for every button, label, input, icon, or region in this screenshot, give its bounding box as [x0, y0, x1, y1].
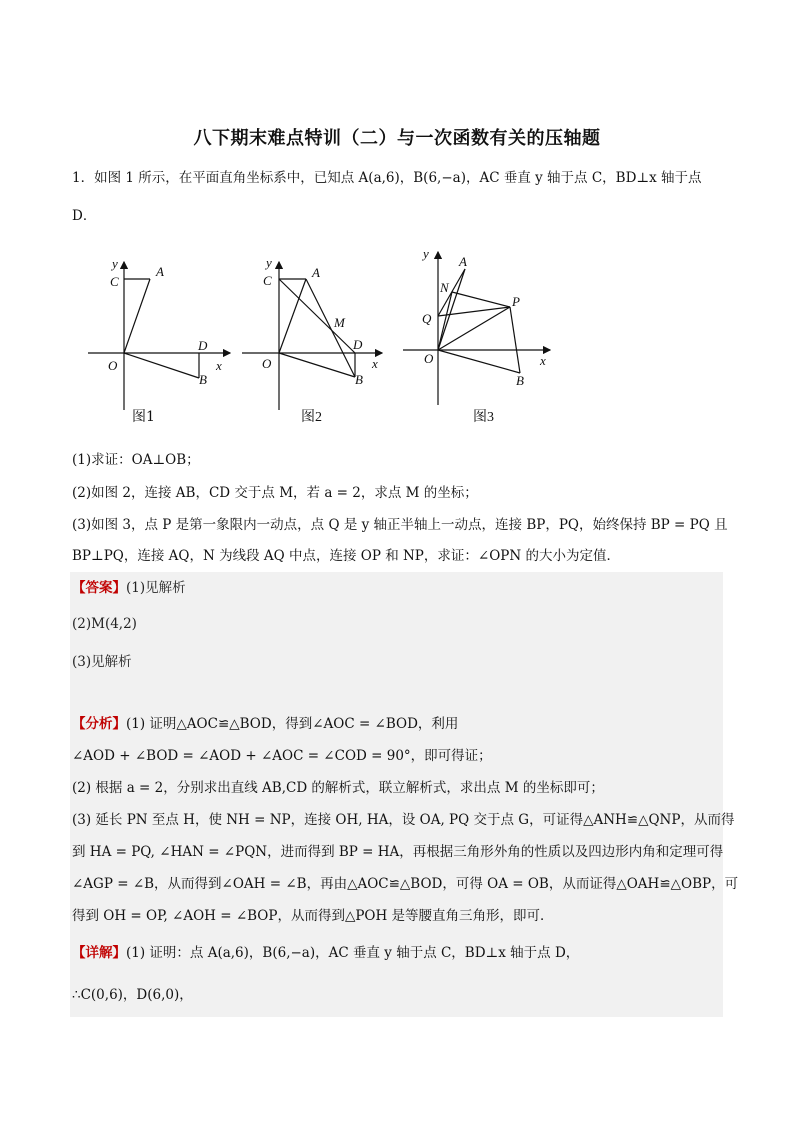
- analysis-line-4: (3) 延长 PN 至点 H，使 NH = NP，连接 OH, HA，设 OA, PQ 交于点 G，可证得△ANH≌△QNP，从而得: [72, 812, 735, 828]
- fig1-label-b: B: [199, 372, 207, 387]
- fig1-caption: 图1: [132, 409, 155, 425]
- fig1-label-o: O: [108, 358, 118, 373]
- answer-tag: 【答案】: [72, 580, 126, 596]
- fig2-label-y: y: [266, 255, 272, 270]
- fig2-label-x: x: [372, 356, 378, 371]
- figure-2: [242, 255, 382, 425]
- analysis-line-6: ∠AGP = ∠B，从而得到∠OAH = ∠B，再由△AOC≌△BOD，可得 OA = OB，从而证得△OAH≌△OBP，可: [72, 876, 739, 892]
- figure-1: [88, 256, 230, 425]
- analysis-line-7: 得到 OH = OP, ∠AOH = ∠BOP，从而得到△POH 是等腰直角三角形，即可．: [72, 908, 554, 924]
- question-part-3b: BP⊥PQ，连接 AQ，N 为线段 AQ 中点，连接 OP 和 NP，求证：∠OPN 的大小为定值．: [72, 548, 620, 564]
- fig3-caption: 图3: [473, 410, 494, 425]
- fig3-label-o: O: [424, 351, 434, 366]
- fig3-label-b: B: [516, 373, 524, 388]
- answer-3: (3)见解析: [72, 654, 132, 670]
- fig3-label-y: y: [423, 246, 429, 261]
- detail-tag: 【详解】: [72, 945, 126, 961]
- answer-line-1: [72, 578, 186, 598]
- analysis-tag: 【分析】: [72, 716, 126, 732]
- fig2-label-o: O: [262, 356, 272, 371]
- question-part-1: (1)求证：OA⊥OB；: [72, 452, 200, 468]
- fig1-label-a: A: [156, 264, 164, 279]
- fig3-label-p: P: [512, 294, 520, 309]
- question-part-3a: (3)如图 3，点 P 是第一象限内一动点，点 Q 是 y 轴正半轴上一动点，连接 BP，PQ，始终保持 BP = PQ 且: [72, 517, 728, 533]
- question-line-2: D．: [72, 208, 97, 224]
- figure-3: [403, 246, 550, 425]
- fig2-caption: 图2: [301, 410, 322, 425]
- analysis-line-3: (2) 根据 a = 2，分别求出直线 AB,CD 的解析式，联立解析式，求出点 M 的坐标即可；: [72, 780, 604, 796]
- fig2-label-m: M: [334, 315, 345, 330]
- detail-text-1: (1) 证明：点 A(a,6)，B(6,−a)，AC 垂直 y 轴于点 C，BD⊥x 轴于点 D，: [126, 945, 580, 961]
- fig1-label-d: D: [198, 338, 208, 353]
- fig3-label-a: A: [459, 254, 467, 269]
- fig3-label-n: N: [440, 280, 449, 295]
- fig2-label-a: A: [312, 265, 320, 280]
- fig1-label-y: y: [112, 256, 118, 271]
- fig3-label-x: x: [540, 353, 546, 368]
- fig3-label-q: Q: [422, 311, 432, 326]
- answer-2: (2)M(4,2): [72, 616, 137, 632]
- fig2-label-c: C: [263, 273, 272, 288]
- fig2-label-b: B: [355, 372, 363, 387]
- figures-panel: [70, 240, 570, 440]
- analysis-line-1: [72, 714, 458, 734]
- fig2-label-d: D: [353, 337, 363, 352]
- answer-1: (1)见解析: [126, 580, 186, 596]
- fig1-label-x: x: [216, 358, 222, 373]
- analysis-line-5: 到 HA = PQ, ∠HAN = ∠PQN，进而得到 BP = HA，再根据三角形外角的性质以及四边形内角和定理可得: [72, 844, 724, 860]
- analysis-line-2: ∠AOD + ∠BOD = ∠AOD + ∠AOC = ∠COD = 90°，即可得证；: [72, 748, 492, 764]
- page-title: 八下期末难点特训（二）与一次函数有关的压轴题: [193, 128, 601, 149]
- question-line-1: 1．如图 1 所示，在平面直角坐标系中，已知点 A(a,6)，B(6,−a)，AC 垂直 y 轴于点 C，BD⊥x 轴于点: [72, 170, 702, 186]
- detail-line-2: ∴C(0,6)，D(6,0)，: [72, 987, 193, 1003]
- fig1-label-c: C: [110, 274, 119, 289]
- question-part-2: (2)如图 2，连接 AB，CD 交于点 M，若 a = 2，求点 M 的坐标；: [72, 485, 478, 501]
- detail-line-1: [72, 943, 579, 963]
- analysis-text-1: (1) 证明△AOC≌△BOD，得到∠AOC = ∠BOD，利用: [126, 716, 459, 732]
